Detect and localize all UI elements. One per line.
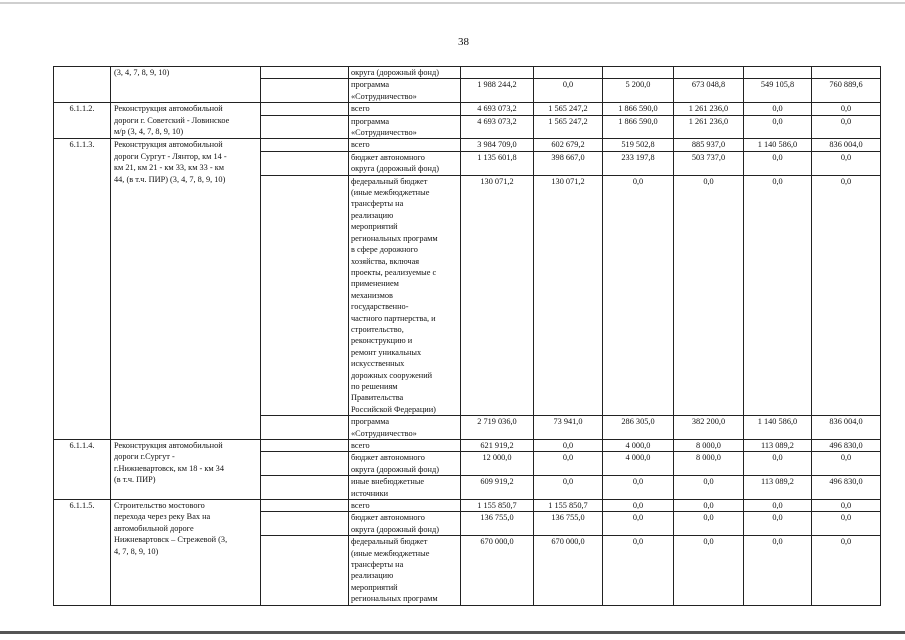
empty-cell [261, 476, 349, 500]
amount-cell: 286 305,0 [603, 416, 674, 440]
amount-cell: 0,0 [812, 115, 881, 139]
amount-cell: 382 200,0 [674, 416, 744, 440]
amount-cell: 1 866 590,0 [603, 103, 674, 115]
funding-source: бюджет автономного округа (дорожный фонд) [349, 452, 461, 476]
amount-cell: 496 830,0 [812, 476, 881, 500]
table-row [54, 500, 881, 512]
amount-cell: 503 737,0 [674, 151, 744, 175]
amount-cell: 885 937,0 [674, 139, 744, 151]
funding-source: бюджет автономного округа (дорожный фонд) [349, 512, 461, 536]
item-number: 6.1.1.5. [54, 500, 111, 606]
budget-table [53, 66, 881, 606]
amount-cell: 496 830,0 [812, 440, 881, 452]
table-row [54, 67, 881, 79]
item-number [54, 67, 111, 103]
amount-cell: 136 755,0 [534, 512, 603, 536]
amount-cell: 836 004,0 [812, 416, 881, 440]
amount-cell: 0,0 [812, 103, 881, 115]
empty-cell [261, 151, 349, 175]
amount-cell: 1 261 236,0 [674, 115, 744, 139]
empty-cell [261, 115, 349, 139]
funding-source: программа «Сотрудничество» [349, 115, 461, 139]
amount-cell: 549 105,8 [744, 79, 812, 103]
funding-source: программа «Сотрудничество» [349, 79, 461, 103]
amount-cell: 1 261 236,0 [674, 103, 744, 115]
funding-source: бюджет автономного округа (дорожный фонд) [349, 151, 461, 175]
amount-cell [674, 67, 744, 79]
amount-cell: 0,0 [603, 175, 674, 416]
amount-cell: 760 889,6 [812, 79, 881, 103]
amount-cell [461, 67, 534, 79]
empty-cell [261, 452, 349, 476]
amount-cell: 0,0 [534, 440, 603, 452]
item-name: Реконструкция автомобильной дороги Сургут - Лянтор, км 14 - км 21, км 21 - км 33, км 33 - км 44, (в т.ч. ПИР) (3, 4, 7, 8, 9, 10) [111, 139, 261, 440]
item-number: 6.1.1.3. [54, 139, 111, 440]
item-number: 6.1.1.2. [54, 103, 111, 139]
empty-cell [261, 440, 349, 452]
amount-cell: 1 155 850,7 [534, 500, 603, 512]
amount-cell: 0,0 [603, 536, 674, 605]
page-number: 38 [458, 36, 469, 48]
amount-cell: 136 755,0 [461, 512, 534, 536]
item-name: Строительство мостового перехода через реку Вах на автомобильной дороге Нижневартовск – Стрежевой (3, 4, 7, 8, 9, 10) [111, 500, 261, 606]
funding-source: программа «Сотрудничество» [349, 416, 461, 440]
amount-cell: 670 000,0 [534, 536, 603, 605]
amount-cell: 0,0 [812, 452, 881, 476]
amount-cell [534, 67, 603, 79]
table-row [54, 139, 881, 151]
amount-cell: 0,0 [744, 151, 812, 175]
amount-cell: 1 988 244,2 [461, 79, 534, 103]
amount-cell: 0,0 [744, 536, 812, 605]
amount-cell: 673 048,8 [674, 79, 744, 103]
empty-cell [261, 139, 349, 151]
amount-cell: 398 667,0 [534, 151, 603, 175]
amount-cell: 1 155 850,7 [461, 500, 534, 512]
empty-cell [261, 79, 349, 103]
amount-cell: 8 000,0 [674, 452, 744, 476]
amount-cell: 0,0 [744, 452, 812, 476]
amount-cell: 4 693 073,2 [461, 115, 534, 139]
funding-source: всего [349, 103, 461, 115]
amount-cell: 1 140 586,0 [744, 139, 812, 151]
amount-cell: 4 000,0 [603, 440, 674, 452]
amount-cell: 130 071,2 [534, 175, 603, 416]
amount-cell: 0,0 [744, 512, 812, 536]
table-body [54, 67, 881, 606]
amount-cell: 5 200,0 [603, 79, 674, 103]
amount-cell: 113 089,2 [744, 440, 812, 452]
funding-source: всего [349, 139, 461, 151]
amount-cell: 0,0 [812, 175, 881, 416]
funding-source: федеральный бюджет (иные межбюджетные трансферты на реализацию мероприятий региональных программ в сфере дорожного хозяйства, включая проекты, реализуемые с применением механизмов государственно- частного партнерства, и строительство, реконструкцию и ремонт уникальных искусственных дорожных сооружений по решениям Правительства Российской Федерации) [349, 175, 461, 416]
item-number: 6.1.1.4. [54, 440, 111, 500]
funding-source: всего [349, 440, 461, 452]
amount-cell: 0,0 [534, 476, 603, 500]
amount-cell: 0,0 [744, 115, 812, 139]
amount-cell: 1 866 590,0 [603, 115, 674, 139]
amount-cell: 0,0 [603, 476, 674, 500]
amount-cell: 0,0 [812, 512, 881, 536]
amount-cell [603, 67, 674, 79]
amount-cell: 3 984 709,0 [461, 139, 534, 151]
amount-cell: 621 919,2 [461, 440, 534, 452]
amount-cell: 1 565 247,2 [534, 103, 603, 115]
amount-cell: 4 693 073,2 [461, 103, 534, 115]
amount-cell [812, 67, 881, 79]
funding-source: округа (дорожный фонд) [349, 67, 461, 79]
amount-cell: 1 565 247,2 [534, 115, 603, 139]
empty-cell [261, 416, 349, 440]
amount-cell: 0,0 [674, 476, 744, 500]
amount-cell [744, 67, 812, 79]
empty-cell [261, 175, 349, 416]
funding-source: иные внебюджетные источники [349, 476, 461, 500]
amount-cell: 609 919,2 [461, 476, 534, 500]
amount-cell: 602 679,2 [534, 139, 603, 151]
amount-cell: 670 000,0 [461, 536, 534, 605]
amount-cell: 0,0 [534, 452, 603, 476]
amount-cell: 1 135 601,8 [461, 151, 534, 175]
amount-cell: 0,0 [674, 175, 744, 416]
empty-cell [261, 500, 349, 512]
amount-cell: 0,0 [603, 512, 674, 536]
empty-cell [261, 536, 349, 605]
item-name: (3, 4, 7, 8, 9, 10) [111, 67, 261, 103]
empty-cell [261, 512, 349, 536]
amount-cell: 0,0 [603, 500, 674, 512]
item-name: Реконструкция автомобильной дороги г. Советский - Ловинское м/р (3, 4, 7, 8, 9, 10) [111, 103, 261, 139]
amount-cell: 1 140 586,0 [744, 416, 812, 440]
amount-cell: 2 719 036,0 [461, 416, 534, 440]
amount-cell: 0,0 [744, 103, 812, 115]
amount-cell: 519 502,8 [603, 139, 674, 151]
scan-edge-top [0, 2, 905, 4]
amount-cell: 8 000,0 [674, 440, 744, 452]
empty-cell [261, 67, 349, 79]
amount-cell: 0,0 [674, 512, 744, 536]
amount-cell: 4 000,0 [603, 452, 674, 476]
funding-source: всего [349, 500, 461, 512]
scan-edge-bottom [0, 631, 905, 634]
amount-cell: 0,0 [744, 175, 812, 416]
amount-cell: 113 089,2 [744, 476, 812, 500]
table-row [54, 440, 881, 452]
funding-source: федеральный бюджет (иные межбюджетные трансферты на реализацию мероприятий региональных программ [349, 536, 461, 605]
item-name: Реконструкция автомобильной дороги г.Сургут - г.Нижневартовск, км 18 - км 34 (в т.ч. ПИР) [111, 440, 261, 500]
amount-cell: 0,0 [744, 500, 812, 512]
amount-cell: 0,0 [812, 500, 881, 512]
amount-cell: 12 000,0 [461, 452, 534, 476]
amount-cell: 130 071,2 [461, 175, 534, 416]
amount-cell: 836 004,0 [812, 139, 881, 151]
amount-cell: 0,0 [812, 536, 881, 605]
amount-cell: 0,0 [534, 79, 603, 103]
amount-cell: 0,0 [674, 500, 744, 512]
table-row [54, 103, 881, 115]
amount-cell: 0,0 [812, 151, 881, 175]
amount-cell: 0,0 [674, 536, 744, 605]
amount-cell: 233 197,8 [603, 151, 674, 175]
empty-cell [261, 103, 349, 115]
amount-cell: 73 941,0 [534, 416, 603, 440]
